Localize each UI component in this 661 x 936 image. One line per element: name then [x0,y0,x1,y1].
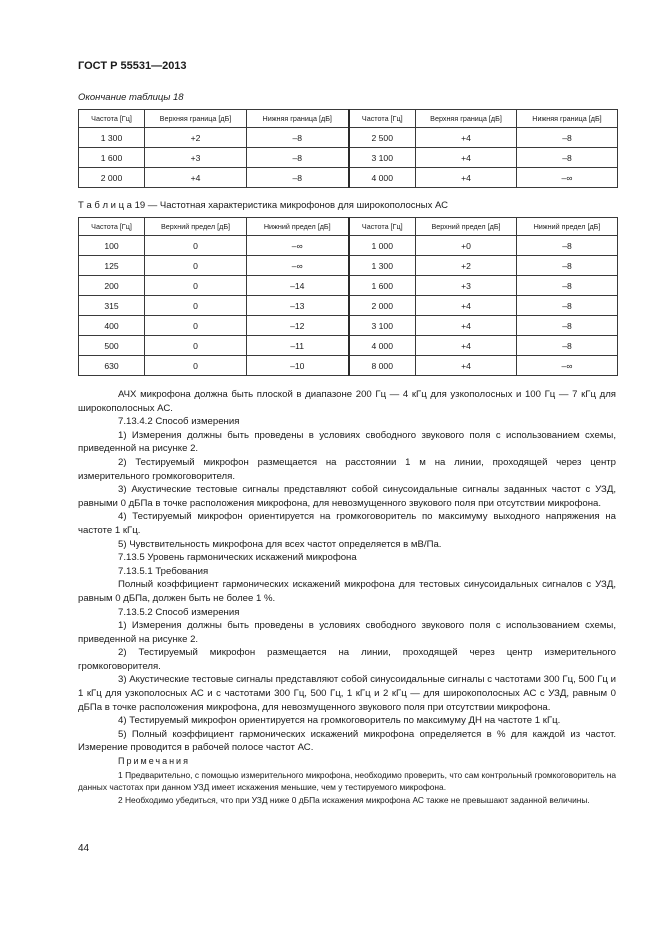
table-cell: –8 [247,168,349,188]
paragraph: 7.13.5.2 Способ измерения [118,606,240,618]
paragraph: 7.13.4.2 Способ измерения [118,416,240,428]
table-cell: –13 [247,296,349,316]
table-cell: –∞ [247,236,349,256]
t19-col-freq-1: Частота [Гц] [79,218,145,236]
t18-col-upper-1: Верхняя граница [дБ] [145,110,247,128]
paragraph: Полный коэффициент гармонических искажений микрофона для тестовых синусоидальных сигналов с УЗД, равным 0 дБПа, должен быть не более 1 %. [78,579,616,604]
table-cell: 2 000 [79,168,145,188]
table-cell: 8 000 [349,356,416,376]
table-cell: +4 [416,316,517,336]
table-cell: +4 [416,128,517,148]
paragraph: 4) Тестируемый микрофон ориентируется на громкоговоритель по максимуму выходного напряжения на частоте 1 кГц. [78,511,616,536]
table-cell: +4 [416,148,517,168]
paragraph: 7.13.5.1 Требования [118,565,209,577]
table-cell: 0 [145,336,247,356]
table-cell: 500 [79,336,145,356]
table-cell: 4 000 [349,336,416,356]
table-row [79,168,618,188]
table-cell: –8 [517,148,618,168]
note-item: 1 Предварительно, с помощью измерительного микрофона, необходимо проверить, что сам контрольный громкоговоритель на данных частотах при данном УЗД имеет искажения меньшие, чем у тестируемого микрофона. [78,769,616,793]
table-cell: +2 [416,256,517,276]
table-row [79,128,618,148]
table-cell: 0 [145,296,247,316]
document-header: ГОСТ Р 55531—2013 [78,60,187,72]
t19-col-lower-1: Нижний предел [дБ] [247,218,349,236]
t18-col-freq-1: Частота [Гц] [79,110,145,128]
table18-header-row [79,110,618,128]
table-cell: 1 600 [79,148,145,168]
table-cell: 2 500 [349,128,416,148]
paragraph: 5) Чувствительность микрофона для всех частот определяется в мВ/Па. [118,538,442,550]
table-cell: +4 [416,336,517,356]
table-cell: 2 000 [349,296,416,316]
table-cell: –8 [247,148,349,168]
paragraph: АЧХ микрофона должна быть плоской в диапазоне 200 Гц — 4 кГц для узкополосных и 100 Гц — 7 кГц для широкополосных АС. [78,389,616,414]
table-cell: 0 [145,356,247,376]
table18-caption: Окончание таблицы 18 [78,92,184,103]
t18-col-freq-2: Частота [Гц] [349,110,416,128]
t18-col-lower-1: Нижняя граница [дБ] [247,110,349,128]
t19-col-upper-2: Верхний предел [дБ] [416,218,517,236]
note-item: 2 Необходимо убедиться, что при УЗД ниже 0 дБПа искажения микрофона АС также не превышают заданной величины. [118,794,590,805]
table-cell: +3 [145,148,247,168]
table-cell: 3 100 [349,148,416,168]
table19-caption: Т а б л и ц а 19 — Частотная характеристика микрофонов для широкополосных АС [78,200,448,211]
table-cell: +3 [416,276,517,296]
table-cell: –8 [517,276,618,296]
t19-col-upper-1: Верхний предел [дБ] [145,218,247,236]
table-cell: –8 [517,336,618,356]
table-cell: +4 [416,296,517,316]
paragraph: 1) Измерения должны быть проведены в условиях свободного звукового поля с использованием схемы, приведенной на рисунке 2. [78,620,616,645]
table-cell: –∞ [517,356,618,376]
table-cell: –8 [247,128,349,148]
table-cell: 4 000 [349,168,416,188]
table-cell: –8 [517,316,618,336]
table-cell: –∞ [517,168,618,188]
paragraph: 3) Акустические тестовые сигналы представляют собой синусоидальные сигналы заданных частот с УЗД, равными 0 дБПа в точке расположения микрофона, для невозмущенного звукового поля при отсутствии микрофона. [78,484,616,509]
table-cell: 1 300 [349,256,416,276]
paragraph: 2) Тестируемый микрофон размещается на расстоянии 1 м на линии, проходящей через центр измерительного громкоговорителя. [78,456,616,482]
table-cell: 0 [145,256,247,276]
paragraph: 7.13.5 Уровень гармонических искажений микрофона [118,552,357,564]
paragraph: 5) Полный коэффициент гармонических искажений микрофона определяется в % для каждой из частот. Измерение проводится в рабочей полосе частот АС. [78,728,616,754]
table19-header-row [79,218,618,236]
table-row [79,336,618,356]
paragraph: 1) Измерения должны быть проведены в условиях свободного звукового поля с использованием схемы, приведенной на рисунке 2. [78,429,616,455]
table-cell: –8 [517,256,618,276]
table-row [79,276,618,296]
table-cell: 1 600 [349,276,416,296]
table-cell: +4 [416,168,517,188]
table-cell: +4 [416,356,517,376]
table-cell: 100 [79,236,145,256]
paragraph: 3) Акустические тестовые сигналы представляют собой синусоидальные сигналы с частотами 300 Гц, 500 Гц и 1 кГц для узкополосных АС и с частотами 300 Гц, 500 Гц, 1 кГц и 2 кГц — для широкополосных АС с УЗД, равным 0 дБПа в точке расположения микрофона, для невозмущенного звукового поля при отсутствии микрофона. [78,674,616,713]
table-cell: 315 [79,296,145,316]
paragraph: 4) Тестируемый микрофон ориентируется на громкоговоритель по максимуму ДН на частоте 1 кГц. [118,715,561,727]
table-cell: –8 [517,236,618,256]
table-cell: –∞ [247,256,349,276]
table-cell: 1 000 [349,236,416,256]
table-cell: –8 [517,296,618,316]
table-cell: 630 [79,356,145,376]
table-cell: +0 [416,236,517,256]
body-text [78,388,616,806]
table-cell: –14 [247,276,349,296]
t19-col-freq-2: Частота [Гц] [349,218,416,236]
table-cell: 400 [79,316,145,336]
table-row [79,148,618,168]
table-cell: –12 [247,316,349,336]
page-number: 44 [78,843,90,854]
notes-heading: Примечания [118,756,190,767]
table-row [79,316,618,336]
table-cell: –10 [247,356,349,376]
table-cell: 0 [145,316,247,336]
table-cell: +4 [145,168,247,188]
table-cell: –11 [247,336,349,356]
table-cell: +2 [145,128,247,148]
table-cell: 3 100 [349,316,416,336]
t19-col-lower-2: Нижний предел [дБ] [517,218,618,236]
table-cell: 0 [145,236,247,256]
table-row [79,356,618,376]
table-row [79,236,618,256]
table-row [79,296,618,316]
table-row [79,256,618,276]
table-cell: 125 [79,256,145,276]
table-cell: 1 300 [79,128,145,148]
table-19 [78,217,618,376]
table-18 [78,109,618,188]
table-cell: –8 [517,128,618,148]
t18-col-upper-2: Верхняя граница [дБ] [416,110,517,128]
table-cell: 0 [145,276,247,296]
paragraph: 2) Тестируемый микрофон размещается на линии, проходящей через центр измерительного громкоговорителя. [78,647,616,672]
table-cell: 200 [79,276,145,296]
t18-col-lower-2: Нижняя граница [дБ] [517,110,618,128]
